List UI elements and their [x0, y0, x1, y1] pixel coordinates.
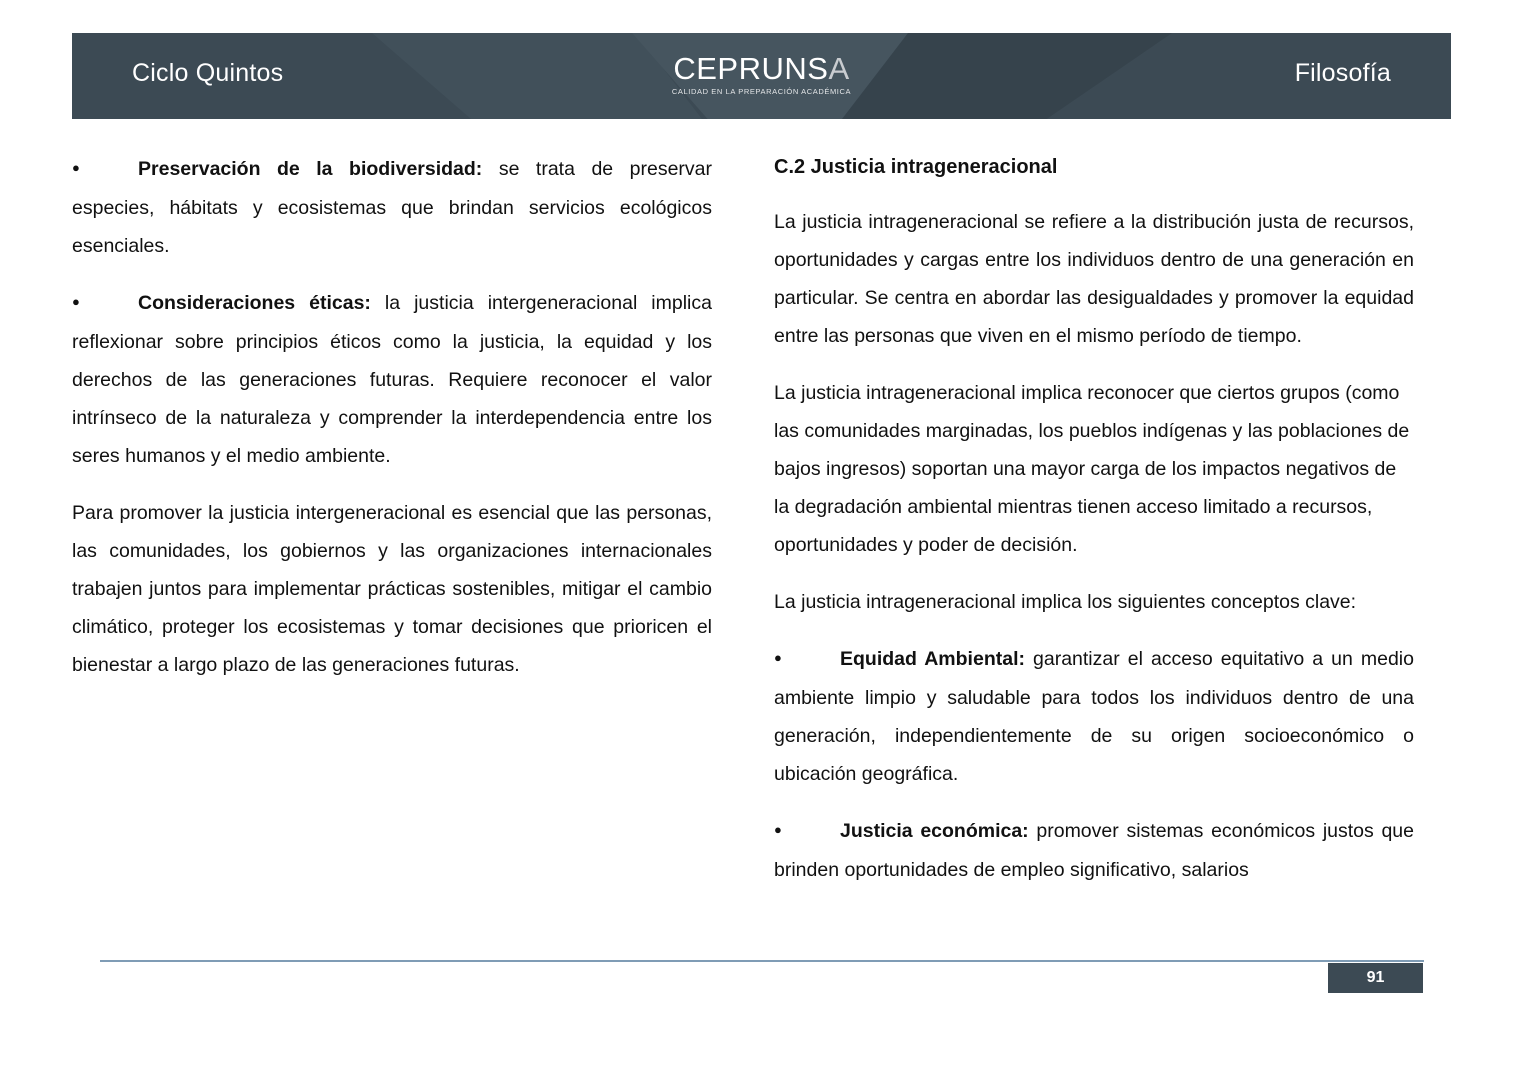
paragraph-consideraciones-eticas	[72, 284, 712, 475]
bullet-icon	[72, 150, 138, 189]
paragraph-conceptos-clave: La justicia intrageneracional implica los siguientes conceptos clave:	[774, 591, 1357, 613]
bullet-icon	[72, 284, 138, 323]
paragraph-lead-in: Equidad Ambiental:	[840, 648, 1025, 670]
paragraph-text: se trata de preservar especies, hábitats y ecosistemas que brindan servicios ecológicos esenciales.	[72, 158, 712, 257]
page-header	[72, 33, 1451, 119]
bullet-icon	[774, 812, 840, 851]
paragraph-text: la justicia intergeneracional implica reflexionar sobre principios éticos como la justicia, la equidad y los derechos de las generaciones futuras. Requiere reconocer el valor intrínseco de la naturaleza y comprender la interdependencia entre los seres humanos y el medio ambiente.	[72, 291, 712, 467]
page-content	[72, 150, 1451, 930]
bullet-icon	[774, 640, 840, 679]
header-course-title: Ciclo Quintos	[132, 59, 284, 87]
footer-divider	[100, 960, 1424, 962]
paragraph-grupos-vulnerables: La justicia intrageneracional implica reconocer que ciertos grupos (como las comunidades marginadas, los pueblos indígenas y las poblaciones de bajos ingresos) soportan una mayor carga de los impactos negativos de la degradación ambiental mientras tienen acceso limitado a recursos, oportunidades y poder de decisión.	[774, 382, 1410, 556]
ceprunsa-logo	[72, 53, 1451, 96]
paragraph-equidad-ambiental	[774, 640, 1414, 793]
logo-wordmark	[673, 53, 849, 84]
logo-wordmark-prefix: CEPRUNS	[673, 51, 829, 86]
page-number: 91	[1328, 963, 1423, 993]
paragraph-text: promover sistemas económicos justos que brinden oportunidades de empleo significativo, salarios	[774, 819, 1414, 881]
paragraph-lead-in: Consideraciones éticas:	[138, 291, 371, 314]
paragraph-promover-justicia: Para promover la justicia intergeneracional es esencial que las personas, las comunidades, los gobiernos y las organizaciones internacionales trabajen juntos para implementar prácticas sostenibles, mitigar el cambio climático, proteger los ecosistemas y tomar decisiones que prioricen el bienestar a largo plazo de las generaciones futuras.	[72, 501, 712, 676]
left-column	[72, 150, 712, 930]
paragraph-justicia-economica	[774, 812, 1414, 889]
paragraph-lead-in: Justicia económica:	[840, 819, 1029, 842]
paragraph-text: garantizar el acceso equitativo a un medio ambiente limpio y saludable para todos los individuos dentro de una generación, independientemente de su origen socioeconómico o ubicación geográfica.	[774, 648, 1414, 785]
header-subject-title: Filosofía	[1294, 59, 1391, 87]
paragraph-lead-in: Preservación de la biodiversidad:	[138, 158, 483, 180]
paragraph-definicion: La justicia intrageneracional se refiere a la distribución justa de recursos, oportunidades y cargas entre los individuos dentro de una generación en particular. Se centra en abordar las desigualdades y promover la equidad entre las personas que viven en el mismo período de tiempo.	[774, 211, 1414, 347]
right-column	[774, 150, 1414, 930]
logo-tagline: CALIDAD EN LA PREPARACIÓN ACADÉMICA	[671, 87, 852, 96]
logo-wordmark-accent: A	[828, 51, 850, 86]
paragraph-biodiversidad	[72, 150, 712, 265]
section-heading-justicia-intrageneracional: C.2 Justicia intrageneracional	[774, 156, 1058, 178]
